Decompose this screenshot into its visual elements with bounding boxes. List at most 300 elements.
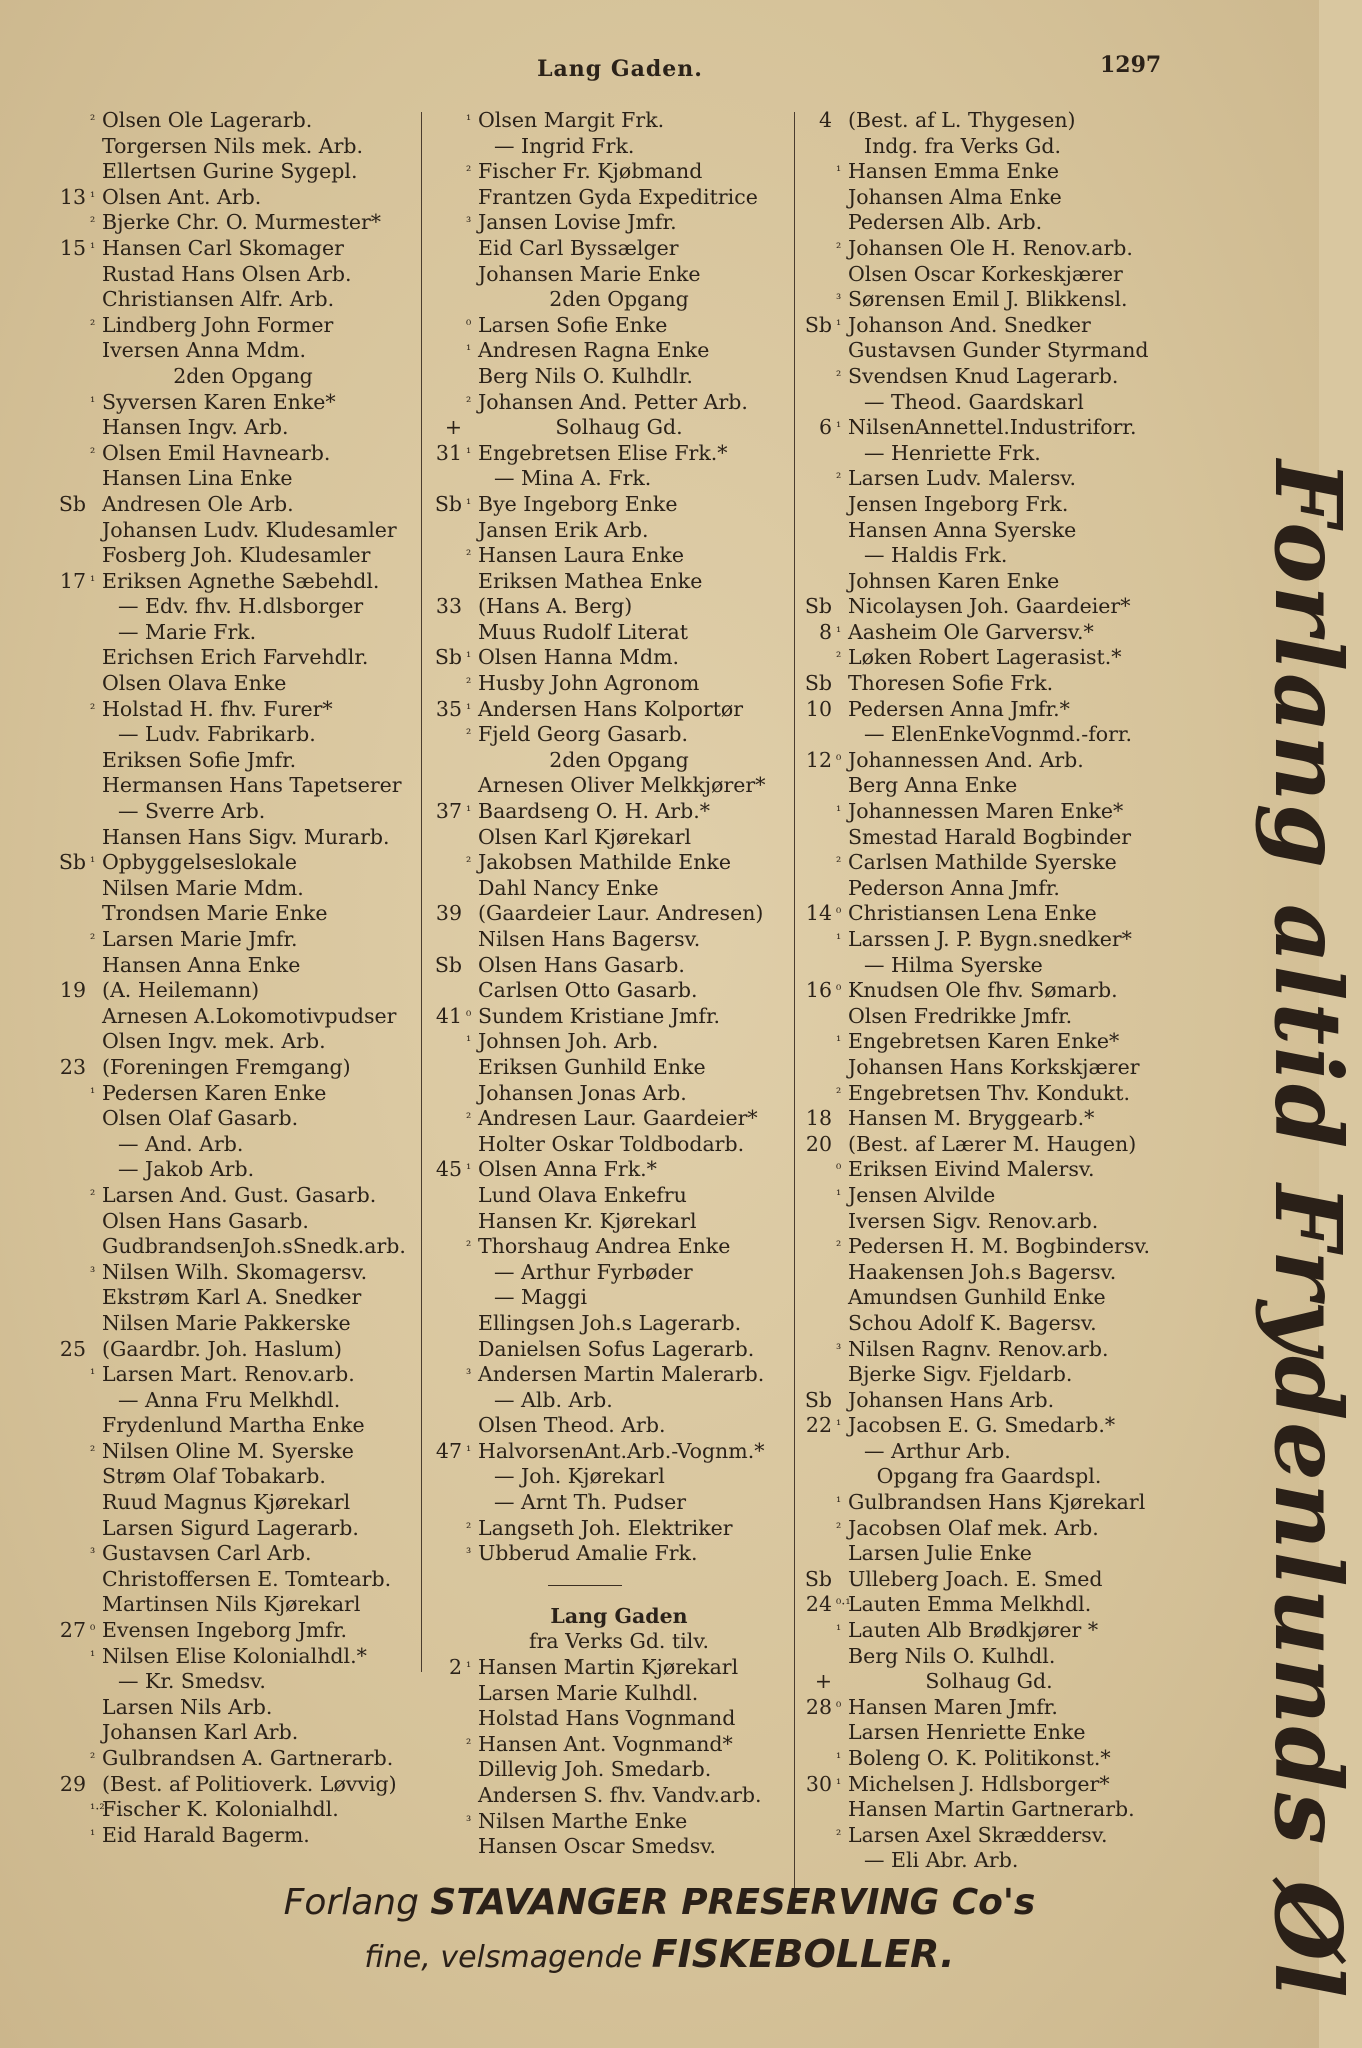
floor-marker: ² — [90, 932, 96, 947]
directory-entry — [52, 1337, 424, 1363]
house-number — [798, 569, 836, 595]
floor-marker — [836, 1209, 848, 1235]
directory-entry — [52, 850, 424, 876]
floor-marker — [466, 1209, 478, 1235]
resident-text: Carlsen Otto Gasarb. — [478, 978, 698, 1003]
resident-text: Larsen Marie Jmfr. — [102, 927, 298, 951]
house-number — [798, 850, 836, 876]
floor-marker — [836, 1362, 848, 1388]
house-number — [52, 1746, 90, 1772]
directory-entry — [798, 415, 1170, 441]
house-number: 2 — [448, 1655, 462, 1680]
house-number — [798, 518, 836, 544]
house-number: Sb — [58, 850, 86, 875]
resident-text: Haakensen Joh.s Bagersv. — [848, 1259, 1117, 1284]
house-number — [428, 338, 466, 364]
directory-entry — [428, 953, 800, 979]
resident-text: 2den Opgang — [173, 363, 313, 388]
resident-text: Johansen And. Petter Arb. — [478, 389, 748, 414]
directory-entry — [52, 1746, 424, 1772]
directory-entry — [798, 134, 1170, 160]
directory-entry — [428, 364, 800, 390]
directory-entry — [798, 1337, 1170, 1363]
directory-entry — [798, 953, 1170, 979]
directory-entry — [52, 441, 424, 467]
resident-text: Lindberg John Former — [102, 312, 334, 337]
resident-text: Ellingsen Joh.s Lagerarb. — [478, 1310, 742, 1335]
floor-marker: ¹ — [836, 317, 842, 333]
house-number: 18 — [805, 1106, 832, 1131]
house-number — [428, 773, 466, 799]
resident-text: Martinsen Nils Kjørekarl — [102, 1592, 361, 1617]
resident-text: NilsenAnnettel.Industriforr. — [848, 415, 1137, 440]
floor-marker — [466, 825, 478, 851]
floor-marker — [466, 1604, 478, 1630]
floor-marker — [466, 1783, 478, 1809]
house-number — [428, 722, 466, 748]
directory-entry — [52, 1234, 424, 1260]
directory-entry — [798, 1029, 1170, 1055]
house-number — [428, 1629, 466, 1655]
directory-entry — [428, 1183, 800, 1209]
floor-marker — [466, 134, 478, 160]
floor-marker: ¹ — [836, 1776, 842, 1792]
resident-text: Eriksen Mathea Enke — [478, 568, 703, 593]
directory-entry — [798, 1464, 1170, 1490]
house-number — [798, 1464, 836, 1490]
resident-text: Husby John Agronom — [478, 671, 700, 696]
floor-marker — [836, 1004, 848, 1030]
house-number: 45 — [435, 1157, 462, 1182]
resident-text: Eriksen Eivind Malersv. — [848, 1157, 1095, 1182]
directory-entry — [52, 1362, 424, 1388]
resident-text: — Anna Fru Melkhdl. — [118, 1387, 341, 1412]
resident-text: Evensen Ingeborg Jmfr. — [102, 1618, 348, 1643]
directory-entry — [52, 1490, 424, 1516]
resident-text: Hansen Emma Enke — [848, 159, 1059, 184]
resident-text: Jakobsen Mathilde Enke — [478, 850, 731, 875]
house-number — [428, 1106, 466, 1132]
floor-marker — [466, 185, 478, 211]
directory-entry — [428, 415, 800, 441]
directory-entry — [428, 1260, 800, 1286]
directory-entry — [428, 1783, 800, 1809]
floor-marker — [466, 1183, 478, 1209]
resident-text: Thoresen Sofie Frk. — [848, 671, 1054, 696]
house-number — [798, 1029, 836, 1055]
resident-text: Berg Nils O. Kulhdl. — [848, 1643, 1056, 1668]
floor-marker: ¹ — [466, 701, 472, 717]
resident-text: (Best. af Lærer M. Haugen) — [848, 1131, 1137, 1156]
house-number: 4 — [818, 108, 832, 132]
house-number — [428, 466, 466, 492]
directory-entry — [428, 1081, 800, 1107]
floor-marker — [836, 569, 848, 595]
directory-entry — [52, 287, 424, 313]
house-number — [798, 338, 836, 364]
house-number — [52, 1157, 90, 1183]
floor-marker: ¹ — [836, 1751, 842, 1766]
floor-marker — [466, 1285, 478, 1311]
floor-marker — [466, 1490, 478, 1516]
house-number — [428, 1490, 466, 1516]
house-number: 8 — [818, 619, 832, 644]
floor-marker: ¹ — [466, 445, 472, 461]
directory-entry — [52, 364, 424, 390]
house-number — [428, 364, 466, 390]
directory-entry — [798, 1439, 1170, 1465]
house-number — [428, 1081, 466, 1107]
resident-text: Syversen Karen Enke* — [102, 389, 336, 414]
resident-text: — And. Arb. — [118, 1131, 244, 1156]
house-number — [798, 185, 836, 211]
house-number — [798, 1285, 836, 1311]
house-number — [52, 134, 90, 160]
floor-marker — [466, 415, 478, 441]
house-number — [52, 1720, 90, 1746]
resident-text: Lauten Alb Brødkjører * — [848, 1618, 1099, 1643]
directory-entry — [52, 697, 424, 723]
floor-marker — [466, 773, 478, 799]
directory-entry — [428, 748, 800, 774]
resident-text: GudbrandsenJoh.sSnedk.arb. — [102, 1234, 406, 1259]
directory-entry — [428, 1629, 800, 1655]
house-number: Sb — [434, 952, 462, 977]
house-number — [52, 466, 90, 492]
floor-marker: ¹ — [90, 855, 96, 871]
page-title: Lang Gaden. — [537, 56, 703, 82]
house-number: Sb — [434, 645, 462, 670]
house-number — [428, 1809, 466, 1835]
floor-marker: ¹ — [90, 1827, 96, 1843]
resident-text: Hansen Maren Jmfr. — [848, 1694, 1058, 1719]
directory-entry — [798, 1669, 1170, 1695]
floor-marker — [90, 901, 102, 927]
directory-entry — [52, 978, 424, 1004]
floor-marker — [90, 1567, 102, 1593]
directory-entry — [52, 569, 424, 595]
resident-text: Bjerke Sigv. Fjeldarb. — [848, 1362, 1073, 1387]
house-number — [428, 1055, 466, 1081]
resident-text: Fosberg Joh. Kludesamler — [102, 543, 371, 568]
directory-entry — [52, 1132, 424, 1158]
directory-entry — [428, 134, 800, 160]
house-number — [428, 313, 466, 339]
directory-entry — [52, 773, 424, 799]
directory-entry — [52, 466, 424, 492]
directory-entry — [52, 185, 424, 211]
resident-text: Hansen Hans Sigv. Murarb. — [102, 824, 390, 849]
directory-entry — [52, 825, 424, 851]
resident-text: Sørensen Emil J. Blikkensl. — [848, 287, 1128, 312]
house-number: 29 — [59, 1771, 86, 1796]
resident-text: Lang Gaden — [550, 1603, 688, 1628]
directory-column-2 — [428, 108, 800, 1860]
directory-entry — [428, 1439, 800, 1465]
floor-marker — [90, 518, 102, 544]
resident-text: Hansen Anna Syerske — [848, 517, 1077, 542]
resident-text: Olsen Karl Kjørekarl — [478, 824, 692, 849]
floor-marker — [836, 1797, 848, 1823]
house-number: Sb — [804, 312, 832, 337]
directory-entry — [52, 1516, 424, 1542]
ad-text: fine, velsmagende — [364, 1940, 652, 1975]
resident-text: Hansen Martin Kjørekarl — [478, 1655, 739, 1680]
resident-text: Thorshaug Andrea Enke — [478, 1234, 731, 1259]
floor-marker: ¹ — [466, 804, 472, 820]
floor-marker — [90, 1311, 102, 1337]
house-number — [52, 1388, 90, 1414]
directory-entry — [428, 338, 800, 364]
floor-marker — [466, 978, 478, 1004]
house-number — [798, 441, 836, 467]
house-number: 27 — [59, 1618, 86, 1643]
house-number — [798, 1797, 836, 1823]
floor-marker: ² — [466, 1520, 472, 1536]
floor-marker: ¹ — [90, 240, 96, 256]
house-number — [798, 492, 836, 518]
resident-text: Nilsen Marie Mdm. — [102, 875, 304, 900]
floor-marker — [836, 1720, 848, 1746]
resident-text: — Mina A. Frk. — [494, 466, 652, 491]
house-number — [798, 1746, 836, 1772]
house-number — [798, 799, 836, 825]
house-number — [52, 1004, 90, 1030]
floor-marker — [836, 697, 848, 723]
resident-text: Carlsen Mathilde Syerske — [848, 850, 1117, 875]
resident-text: Johansen Karl Arb. — [102, 1720, 299, 1745]
house-number — [52, 927, 90, 953]
vertical-advertisement: Forlang altid Frydenlunds Øl — [1254, 460, 1362, 2000]
resident-text: Ubberud Amalie Frk. — [478, 1541, 698, 1566]
house-number: 17 — [59, 568, 86, 593]
directory-entry — [52, 1823, 424, 1849]
directory-entry — [428, 441, 800, 467]
resident-text: — Alb. Arb. — [494, 1387, 613, 1412]
directory-entry — [798, 1490, 1170, 1516]
floor-marker — [836, 543, 848, 569]
resident-text: Larsen Ludv. Malersv. — [848, 466, 1077, 491]
directory-entry — [798, 1413, 1170, 1439]
directory-entry — [52, 262, 424, 288]
floor-marker — [90, 825, 102, 851]
resident-text: Olsen Olaf Gasarb. — [102, 1106, 299, 1131]
resident-text: Johansen Hans Arb. — [848, 1387, 1055, 1412]
resident-text: Svendsen Knud Lagerarb. — [848, 363, 1119, 388]
resident-text: Hansen Martin Gartnerarb. — [848, 1797, 1135, 1822]
floor-marker: ² — [466, 1111, 472, 1127]
house-number — [428, 1783, 466, 1809]
resident-text: Larssen J. P. Bygn.snedker* — [848, 927, 1132, 951]
floor-marker: ⁰ — [466, 317, 472, 333]
resident-text: — Eli Abr. Arb. — [864, 1848, 1019, 1873]
house-number: Sb — [804, 1387, 832, 1412]
directory-entry — [798, 1720, 1170, 1746]
resident-text: Baardseng O. H. Arb.* — [478, 799, 710, 824]
resident-text: Nilsen Hans Bagersv. — [478, 927, 701, 951]
directory-entry — [798, 1106, 1170, 1132]
directory-entry — [428, 594, 800, 620]
house-number — [428, 518, 466, 544]
resident-text: Olsen Ingv. mek. Arb. — [102, 1029, 326, 1054]
house-number — [428, 1132, 466, 1158]
floor-marker — [836, 1388, 848, 1414]
floor-marker — [836, 1567, 848, 1593]
house-number — [52, 645, 90, 671]
house-number — [428, 1541, 466, 1567]
house-number — [798, 466, 836, 492]
resident-text: — Ludv. Fabrikarb. — [118, 722, 316, 747]
floor-marker — [836, 1260, 848, 1286]
floor-marker: ² — [466, 855, 472, 871]
house-number — [428, 1516, 466, 1542]
resident-text: — Sverre Arb. — [118, 799, 266, 824]
directory-entry — [428, 620, 800, 646]
house-number — [428, 1234, 466, 1260]
directory-entry — [428, 1285, 800, 1311]
directory-entry — [798, 1004, 1170, 1030]
directory-entry — [428, 1388, 800, 1414]
floor-marker — [466, 1629, 478, 1655]
directory-entry — [798, 364, 1170, 390]
resident-text: Løken Robert Lagerasist.* — [848, 645, 1122, 670]
resident-text: Nilsen Wilh. Skomagersv. — [102, 1259, 368, 1284]
directory-entry — [52, 210, 424, 236]
floor-marker: ² — [836, 1520, 842, 1536]
bottom-advertisement-line-1 — [0, 1882, 1319, 1923]
house-number: 6 — [818, 415, 832, 440]
directory-entry — [52, 1464, 424, 1490]
resident-text: Jacobsen Olaf mek. Arb. — [848, 1515, 1099, 1540]
floor-marker — [836, 518, 848, 544]
floor-marker — [836, 1055, 848, 1081]
floor-marker: ¹ — [90, 1085, 96, 1101]
resident-text: Johanson And. Snedker — [848, 312, 1091, 337]
house-number — [428, 185, 466, 211]
floor-marker: ¹ — [466, 1034, 472, 1050]
house-number — [798, 1823, 836, 1849]
house-number — [798, 722, 836, 748]
house-number — [52, 1413, 90, 1439]
directory-entry — [428, 799, 800, 825]
house-number — [428, 159, 466, 185]
house-number: 25 — [59, 1336, 86, 1361]
house-number — [52, 1311, 90, 1337]
directory-entry — [52, 1772, 424, 1798]
resident-text: — Henriette Frk. — [864, 440, 1041, 465]
floor-marker: ² — [836, 240, 842, 256]
house-number — [52, 1362, 90, 1388]
house-number — [798, 1720, 836, 1746]
house-number — [798, 1541, 836, 1567]
resident-text: Johannessen And. Arb. — [848, 747, 1084, 772]
floor-marker — [836, 1848, 848, 1874]
floor-marker — [90, 134, 102, 160]
directory-entry — [798, 773, 1170, 799]
resident-text: (Foreningen Fremgang) — [102, 1054, 351, 1079]
resident-text: Johansen Ludv. Kludesamler — [102, 517, 397, 542]
directory-entry — [52, 1055, 424, 1081]
directory-entry — [52, 390, 424, 416]
resident-text: Hansen M. Bryggearb.* — [848, 1106, 1095, 1131]
house-number — [798, 953, 836, 979]
directory-entry — [798, 338, 1170, 364]
floor-marker — [90, 1772, 102, 1798]
floor-marker: ³ — [466, 215, 472, 231]
floor-marker — [90, 262, 102, 288]
house-number: + — [814, 1669, 832, 1694]
floor-marker: ² — [90, 1443, 96, 1459]
floor-marker — [90, 543, 102, 569]
house-number: 15 — [59, 235, 86, 260]
directory-entry — [428, 825, 800, 851]
resident-text: Holstad Hans Vognmand — [478, 1706, 736, 1731]
house-number — [798, 1157, 836, 1183]
resident-text: Rustad Hans Olsen Arb. — [102, 261, 352, 286]
floor-marker — [90, 594, 102, 620]
floor-marker — [90, 1490, 102, 1516]
house-number — [798, 645, 836, 671]
house-number — [798, 134, 836, 160]
resident-text: Fjeld Georg Gasarb. — [478, 722, 688, 747]
floor-marker — [836, 671, 848, 697]
directory-entry — [798, 1209, 1170, 1235]
floor-marker: ⁰ — [836, 906, 842, 922]
floor-marker — [836, 1439, 848, 1465]
resident-text: Eid Harald Bagerm. — [102, 1822, 310, 1847]
directory-entry — [798, 645, 1170, 671]
resident-text: — Joh. Kjørekarl — [494, 1464, 665, 1489]
directory-entry — [798, 287, 1170, 313]
directory-entry — [428, 1604, 800, 1630]
resident-text: 2den Opgang — [549, 747, 689, 772]
directory-entry — [52, 671, 424, 697]
resident-text: Pedersen Anna Jmfr.* — [848, 696, 1070, 721]
floor-marker — [836, 722, 848, 748]
floor-marker — [836, 1541, 848, 1567]
directory-entry — [798, 159, 1170, 185]
directory-entry — [52, 1183, 424, 1209]
directory-entry — [798, 262, 1170, 288]
resident-text: Smestad Harald Bogbinder — [848, 824, 1132, 849]
resident-text: Olsen Fredrikke Jmfr. — [848, 1003, 1073, 1028]
directory-entry — [52, 415, 424, 441]
directory-entry — [428, 236, 800, 262]
house-number — [52, 722, 90, 748]
directory-entry — [428, 1490, 800, 1516]
directory-entry — [798, 185, 1170, 211]
directory-entry — [52, 1260, 424, 1286]
resident-text: Olsen Oscar Korkeskjærer — [848, 261, 1123, 286]
resident-text: 2den Opgang — [549, 287, 689, 312]
directory-entry — [798, 1362, 1170, 1388]
floor-marker: ² — [466, 394, 472, 410]
house-number — [52, 953, 90, 979]
floor-marker: ² — [466, 164, 472, 180]
directory-entry — [798, 1695, 1170, 1721]
house-number — [428, 543, 466, 569]
house-number — [52, 1106, 90, 1132]
floor-marker: ¹ — [836, 624, 842, 640]
directory-entry — [52, 134, 424, 160]
floor-marker: ³ — [466, 1546, 472, 1562]
resident-text: Gulbrandsen A. Gartnerarb. — [102, 1746, 394, 1770]
house-number — [428, 1681, 466, 1707]
floor-marker — [466, 262, 478, 288]
directory-entry — [52, 620, 424, 646]
house-number — [52, 1029, 90, 1055]
floor-marker: ³ — [466, 1367, 472, 1383]
